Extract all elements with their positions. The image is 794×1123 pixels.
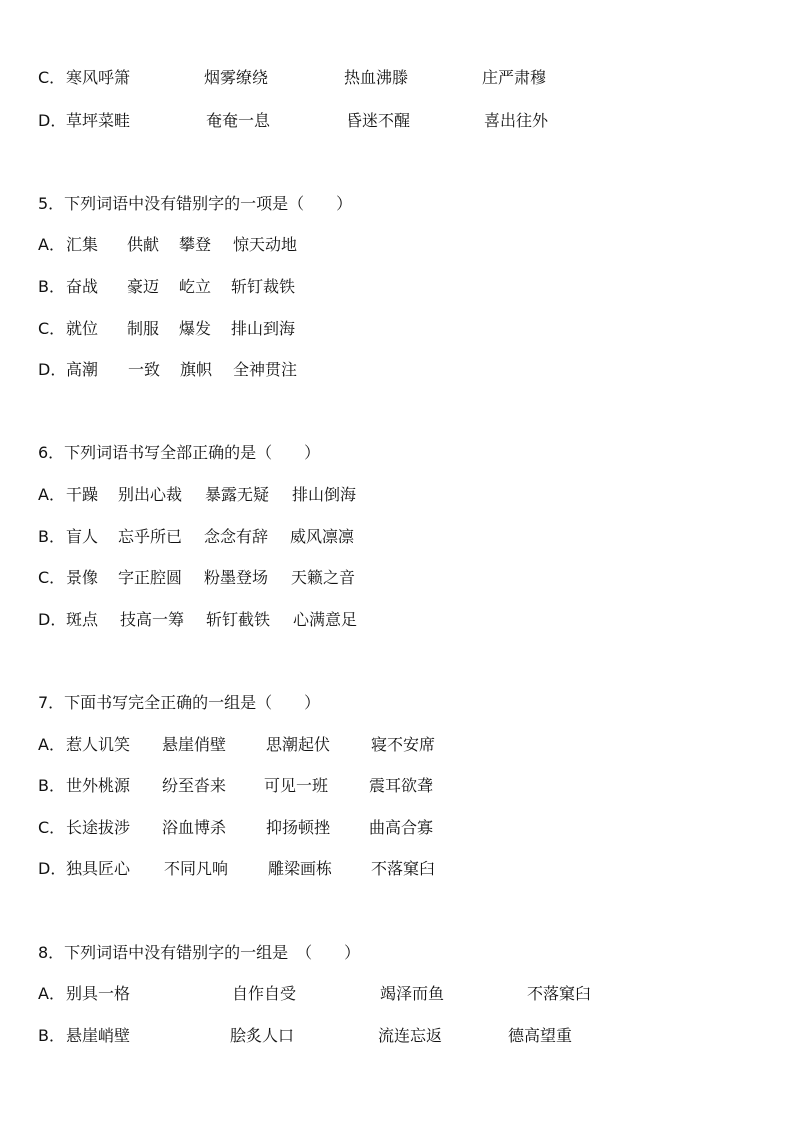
word: 威风凛凛	[290, 527, 355, 546]
word: 技高一筹	[120, 610, 185, 629]
word: 忘乎所已	[118, 527, 183, 546]
option-label: C．	[38, 319, 66, 338]
word: 别具一格	[66, 984, 131, 1003]
option-label: A．	[38, 984, 65, 1003]
word: 思潮起伏	[266, 735, 331, 754]
word: 竭泽而鱼	[380, 984, 445, 1003]
word: 斑点	[66, 610, 99, 629]
word: 排山到海	[231, 319, 296, 338]
word: 汇集	[66, 235, 99, 254]
word: 可见一班	[264, 776, 329, 795]
word: 全神贯注	[233, 360, 298, 379]
word: 喜出往外	[484, 111, 549, 130]
word: 不落窠臼	[371, 859, 436, 878]
word: 世外桃源	[66, 776, 131, 795]
word: 制服	[127, 319, 160, 338]
word: 热血沸滕	[344, 68, 409, 87]
option-label: C．	[38, 818, 66, 837]
option-label: B．	[38, 527, 65, 546]
option-label: D．	[38, 610, 67, 629]
word: 烟雾缭绕	[204, 68, 269, 87]
word: 一致	[128, 360, 161, 379]
word: 曲高合寡	[369, 818, 434, 837]
word: 斩钉裁铁	[231, 277, 296, 296]
word: 抑扬顿挫	[266, 818, 331, 837]
word: 草坪菜畦	[66, 111, 131, 130]
word: 震耳欲聋	[369, 776, 434, 795]
word: 盲人	[66, 527, 99, 546]
word: 供献	[127, 235, 160, 254]
word: 悬崖峭壁	[66, 1026, 131, 1045]
word: 长途拔涉	[66, 818, 131, 837]
word: 纷至沓来	[162, 776, 227, 795]
word: 暴露无疑	[205, 485, 270, 504]
question-title: 8．下列词语中没有错别字的一组是 （ ）	[38, 943, 361, 962]
word: 排山倒海	[292, 485, 357, 504]
word: 爆发	[179, 319, 212, 338]
word: 攀登	[179, 235, 212, 254]
word: 豪迈	[127, 277, 160, 296]
word: 脍炙人口	[230, 1026, 295, 1045]
option-label: D．	[38, 111, 67, 130]
word: 惹人讥笑	[66, 735, 131, 754]
word: 自作自受	[232, 984, 297, 1003]
option-label: A．	[38, 485, 65, 504]
word: 字正腔圆	[118, 568, 183, 587]
option-label: B．	[38, 1026, 65, 1045]
word: 奋战	[66, 277, 99, 296]
option-label: D．	[38, 360, 67, 379]
option-label: A．	[38, 235, 65, 254]
word: 奄奄一息	[206, 111, 271, 130]
word: 寝不安席	[371, 735, 436, 754]
word: 就位	[66, 319, 99, 338]
word: 念念有辞	[204, 527, 269, 546]
word: 心满意足	[293, 610, 358, 629]
question-title: 6．下列词语书写全部正确的是（ ）	[38, 443, 321, 462]
question-title: 7．下面书写完全正确的一组是（ ）	[38, 693, 321, 712]
word: 旗帜	[180, 360, 213, 379]
word: 干躁	[66, 485, 99, 504]
option-label: C．	[38, 568, 66, 587]
word: 昏迷不醒	[346, 111, 411, 130]
word: 粉墨登场	[204, 568, 269, 587]
word: 不落窠臼	[527, 984, 592, 1003]
word: 屹立	[179, 277, 212, 296]
word: 惊天动地	[233, 235, 298, 254]
word: 天籁之音	[291, 568, 356, 587]
word: 寒风呼箫	[66, 68, 131, 87]
word: 不同凡响	[164, 859, 229, 878]
word: 德高望重	[508, 1026, 573, 1045]
option-label: C．	[38, 68, 66, 87]
word: 景像	[66, 568, 99, 587]
word: 雕梁画栋	[268, 859, 333, 878]
option-label: A．	[38, 735, 65, 754]
word: 高潮	[66, 360, 99, 379]
word: 别出心裁	[118, 485, 183, 504]
word: 浴血博杀	[162, 818, 227, 837]
option-label: D．	[38, 859, 67, 878]
word: 庄严肃穆	[482, 68, 547, 87]
option-label: B．	[38, 776, 65, 795]
word: 斩钉截铁	[206, 610, 271, 629]
option-label: B．	[38, 277, 65, 296]
word: 流连忘返	[378, 1026, 443, 1045]
word: 悬崖俏壁	[162, 735, 227, 754]
word: 独具匠心	[66, 859, 131, 878]
question-title: 5．下列词语中没有错别字的一项是（ ）	[38, 194, 353, 213]
